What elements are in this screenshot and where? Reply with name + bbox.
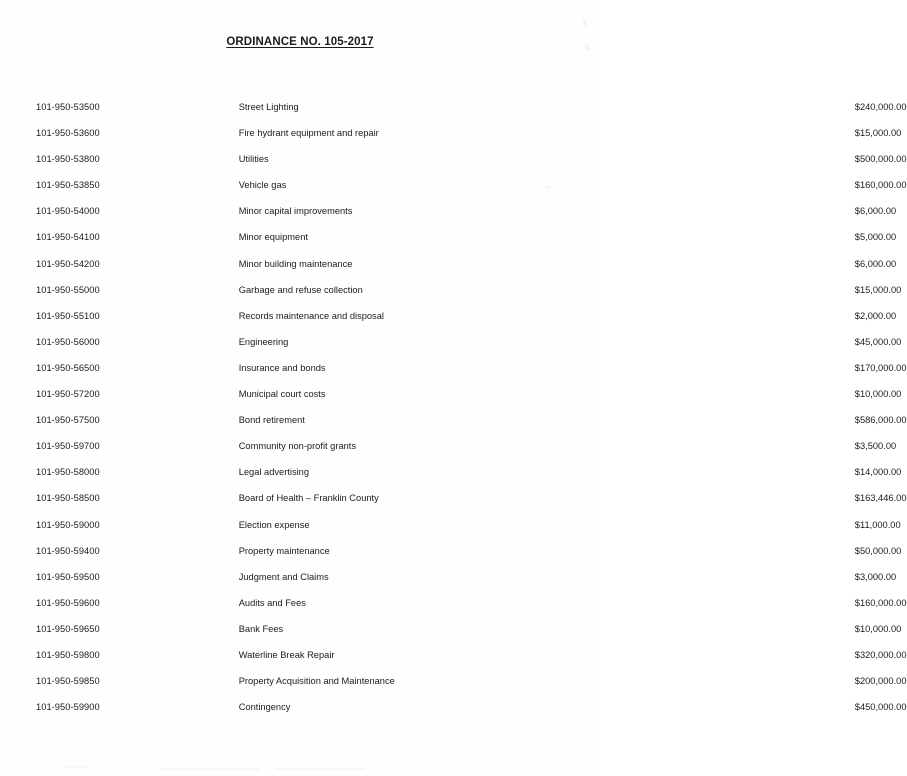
account-amount: $2,000.00 <box>854 310 897 321</box>
account-description: Fire hydrant equipment and repair <box>238 128 379 139</box>
account-description: Property maintenance <box>238 545 330 556</box>
scan-artifact <box>160 768 260 770</box>
document-title <box>0 36 600 48</box>
account-description: Minor equipment <box>238 232 308 243</box>
table-row <box>0 676 907 702</box>
account-description: Community non-profit grants <box>238 441 357 452</box>
account-amount: $320,000.00 <box>854 649 907 660</box>
account-amount: $163,446.00 <box>854 493 907 504</box>
account-amount: $160,000.00 <box>854 180 907 191</box>
account-description: Contingency <box>238 702 291 713</box>
account-amount: $14,000.00 <box>854 467 902 478</box>
table-row <box>0 441 907 467</box>
account-code: 101-950-59700 <box>36 441 100 452</box>
account-code: 101-950-59650 <box>36 623 100 634</box>
table-row <box>0 598 907 624</box>
account-description: Street Lighting <box>238 102 299 112</box>
account-code: 101-950-59800 <box>36 649 100 660</box>
table-row <box>0 285 907 311</box>
account-description: Utilities <box>238 154 269 165</box>
account-code: 101-950-54000 <box>36 206 100 217</box>
account-code: 101-950-55100 <box>36 310 100 321</box>
account-code: 101-950-58000 <box>36 467 100 478</box>
appropriations-table-body <box>0 102 907 728</box>
table-row <box>0 650 907 676</box>
account-code: 101-950-54100 <box>36 232 100 243</box>
account-description: Waterline Break Repair <box>238 649 335 660</box>
account-code: 101-950-55000 <box>36 284 100 295</box>
account-amount: $160,000.00 <box>854 597 907 608</box>
account-amount: $450,000.00 <box>854 702 907 713</box>
account-code: 101-950-53800 <box>36 154 100 165</box>
table-row <box>0 180 907 206</box>
account-amount: $3,500.00 <box>854 441 897 452</box>
table-row <box>0 702 907 728</box>
account-amount: $6,000.00 <box>854 258 897 269</box>
account-description: Property Acquisition and Maintenance <box>238 676 395 687</box>
account-description: Records maintenance and disposal <box>238 310 384 321</box>
account-amount: $45,000.00 <box>854 336 902 347</box>
account-description: Judgment and Claims <box>238 571 329 582</box>
account-description: Engineering <box>238 336 289 347</box>
account-code: 101-950-57500 <box>36 415 100 426</box>
account-amount: $170,000.00 <box>854 362 907 373</box>
account-description: Bank Fees <box>238 623 284 634</box>
table-row <box>0 363 907 389</box>
account-amount: $200,000.00 <box>854 676 907 687</box>
account-description: Minor building maintenance <box>238 258 353 269</box>
scan-artifact <box>63 766 89 768</box>
table-row <box>0 546 907 572</box>
table-row <box>0 520 907 546</box>
account-amount: $15,000.00 <box>854 128 902 139</box>
account-amount: $11,000.00 <box>854 519 901 530</box>
table-row <box>0 493 907 519</box>
table-row <box>0 389 907 415</box>
table-row <box>0 337 907 363</box>
account-code: 101-950-59500 <box>36 571 100 582</box>
account-amount: $240,000.00 <box>854 102 907 112</box>
account-amount: $586,000.00 <box>854 415 907 426</box>
account-code: 101-950-59000 <box>36 519 100 530</box>
appropriations-table <box>0 102 907 728</box>
account-amount: $3,000.00 <box>854 571 897 582</box>
table-row <box>0 154 907 180</box>
table-row <box>0 311 907 337</box>
account-description: Election expense <box>238 519 310 530</box>
table-row <box>0 232 907 258</box>
account-code: 101-950-59600 <box>36 597 100 608</box>
account-code: 101-950-59850 <box>36 676 100 687</box>
account-amount: $15,000.00 <box>854 284 902 295</box>
table-row <box>0 128 907 154</box>
account-amount: $10,000.00 <box>854 623 902 634</box>
account-description: Legal advertising <box>238 467 310 478</box>
account-amount: $5,000.00 <box>854 232 897 243</box>
account-code: 101-950-53600 <box>36 128 100 139</box>
account-code: 101-950-53850 <box>36 180 100 191</box>
account-description: Audits and Fees <box>238 597 306 608</box>
account-code: 101-950-59400 <box>36 545 100 556</box>
table-row <box>0 259 907 285</box>
account-description: Insurance and bonds <box>238 362 326 373</box>
scan-artifact <box>275 768 365 770</box>
account-description: Garbage and refuse collection <box>238 284 363 295</box>
account-amount: $10,000.00 <box>854 389 902 400</box>
account-code: 101-950-58500 <box>36 493 100 504</box>
account-amount: $50,000.00 <box>854 545 902 556</box>
document-title-text: ORDINANCE NO. 105-2017 <box>226 36 374 48</box>
table-row <box>0 415 907 441</box>
account-description: Bond retirement <box>238 415 305 426</box>
account-description: Minor capital improvements <box>238 206 353 217</box>
table-row <box>0 624 907 650</box>
table-row <box>0 467 907 493</box>
account-description: Board of Health – Franklin County <box>238 493 379 504</box>
account-description: Municipal court costs <box>238 389 326 400</box>
account-code: 101-950-57200 <box>36 389 100 400</box>
account-code: 101-950-56000 <box>36 336 100 347</box>
account-code: 101-950-59900 <box>36 702 100 713</box>
account-code: 101-950-53500 <box>36 102 100 112</box>
table-row <box>0 102 907 128</box>
scan-artifact <box>583 19 586 26</box>
table-row <box>0 572 907 598</box>
account-amount: $500,000.00 <box>854 154 907 165</box>
account-code: 101-950-56500 <box>36 362 100 373</box>
table-row <box>0 206 907 232</box>
account-code: 101-950-54200 <box>36 258 100 269</box>
account-amount: $6,000.00 <box>854 206 897 217</box>
account-description: Vehicle gas <box>238 180 287 191</box>
